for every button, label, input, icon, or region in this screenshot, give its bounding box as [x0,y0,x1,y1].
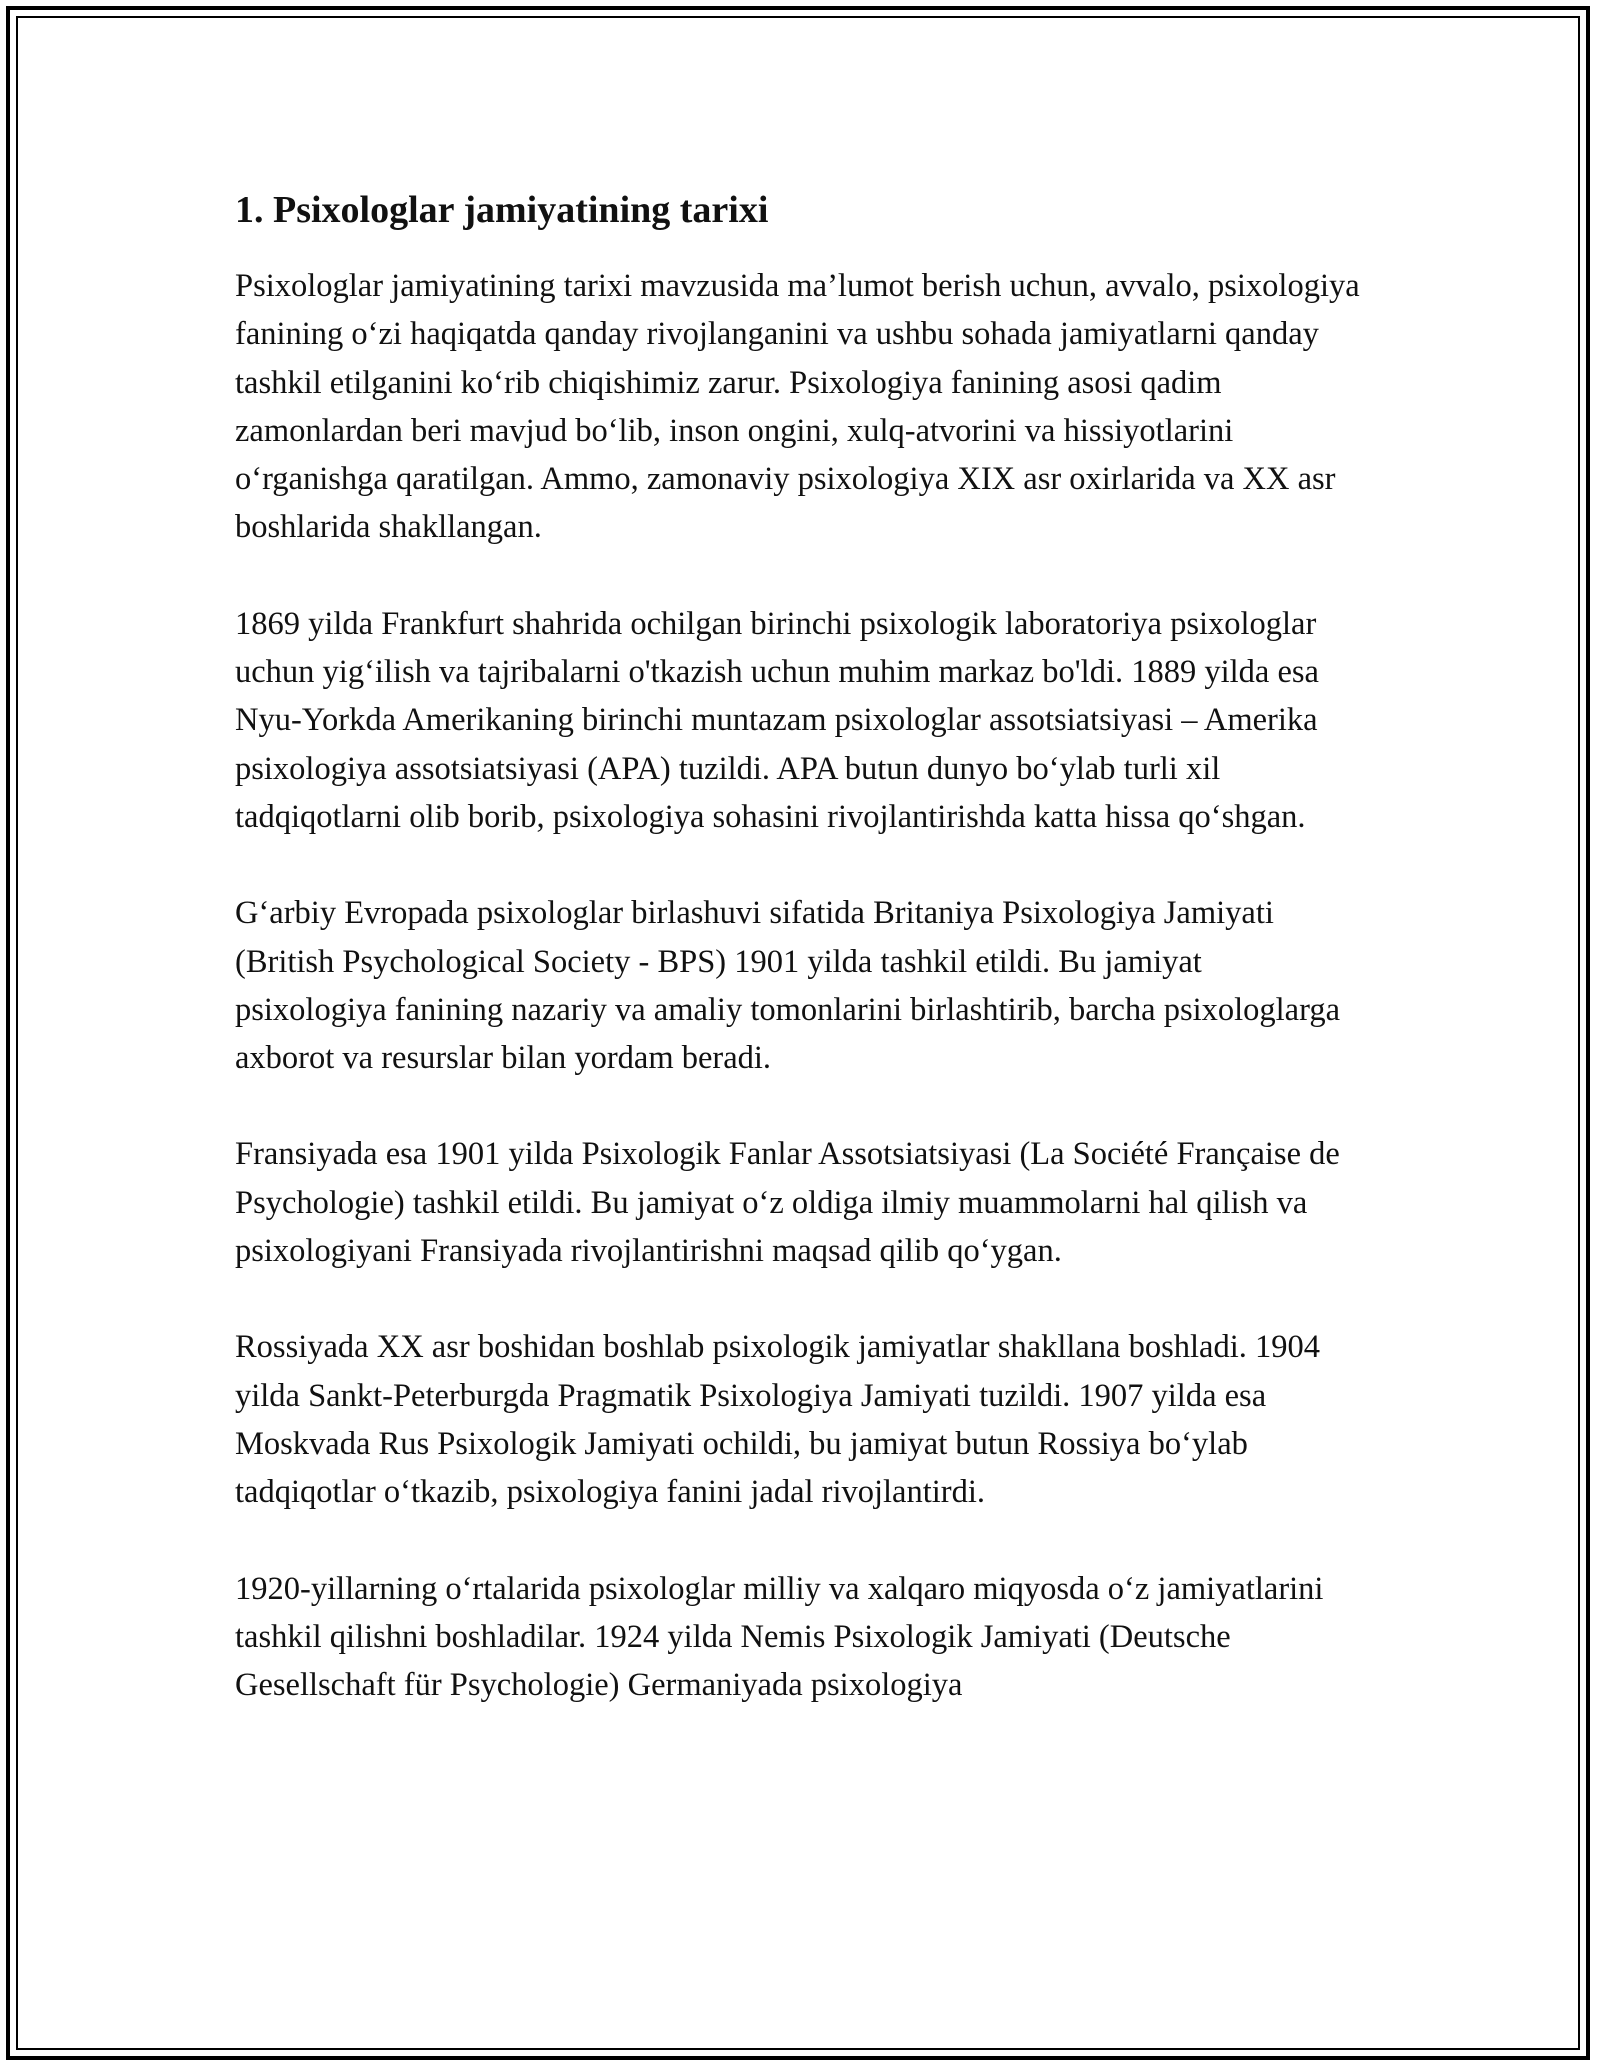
paragraph-france-history: Fransiyada esa 1901 yilda Psixologik Fanlar Assotsiatsiyasi (La Société Française de Psychologie) tashkil etildi. Bu jamiyat o‘z oldiga ilmiy muammolarni hal qilish va psixologiyani Fransiyada rivojlantirishni maqsad qilib qo‘ygan. [235,1136,1340,1270]
paragraph-apa-history: 1869 yilda Frankfurt shahrida ochilgan birinchi psixologik laboratoriya psixologlar uchun yig‘ilish va tajribalarni o'tkazish uchun muhim markaz bo'ldi. 1889 yilda esa Nyu-Yorkda Amerikaning birinchi muntazam psixologlar assotsiatsiyasi – Amerika psixologiya assotsiatsiyasi (APA) tuzildi. APA butun dunyo bo‘ylab turli xil tadqiqotlarni olib borib, psixologiya sohasini rivojlantirishda katta hissa qo‘shgan. [235,605,1319,835]
paragraph-russia-history: Rossiyada XX asr boshidan boshlab psixologik jamiyatlar shakllana boshladi. 1904 yilda Sankt-Peterburgda Pragmatik Psixologiya Jamiyati tuzildi. 1907 yilda esa Moskvada Rus Psixologik Jamiyati ochildi, bu jamiyat butun Rossiya bo‘ylab tadqiqotlar o‘tkazib, psixologiya fanini jadal rivojlantirdi. [235,1329,1320,1511]
paragraph-intro: Psixologlar jamiyatining tarixi mavzusida ma’lumot berish uchun, avvalo, psixologiya fanining o‘zi haqiqatda qanday rivojlanganini va ushbu sohada jamiyatlarni qanday tashkil etilganini ko‘rib chiqishimiz zarur. Psixologiya fanining asosi qadim zamonlardan beri mavjud bo‘lib, inson ongini, xulq-atvorini va hissiyotlarini o‘rganishga qaratilgan. Ammo, zamonaviy psixologiya XIX asr oxirlarida va XX asr boshlarida shakllangan. [235,268,1360,546]
document-body [235,186,1360,1709]
paragraph-1920s-history: 1920-yillarning o‘rtalarida psixologlar milliy va xalqaro miqyosda o‘z jamiyatlarini tashkil qilishni boshladilar. 1924 yilda Nemis Psixologik Jamiyati (Deutsche Gesellschaft für Psychologie) Germaniyada psixologiya [235,1570,1324,1704]
section-heading: 1. Psixologlar jamiyatining tarixi [235,189,769,231]
paragraph-bps-history: G‘arbiy Evropada psixologlar birlashuvi sifatida Britaniya Psixologiya Jamiyati (British Psychological Society - BPS) 1901 yilda tashkil etildi. Bu jamiyat psixologiya fanining nazariy va amaliy tomonlarini birlashtirib, barcha psixologlarga axborot va resurslar bilan yordam beradi. [235,895,1341,1077]
